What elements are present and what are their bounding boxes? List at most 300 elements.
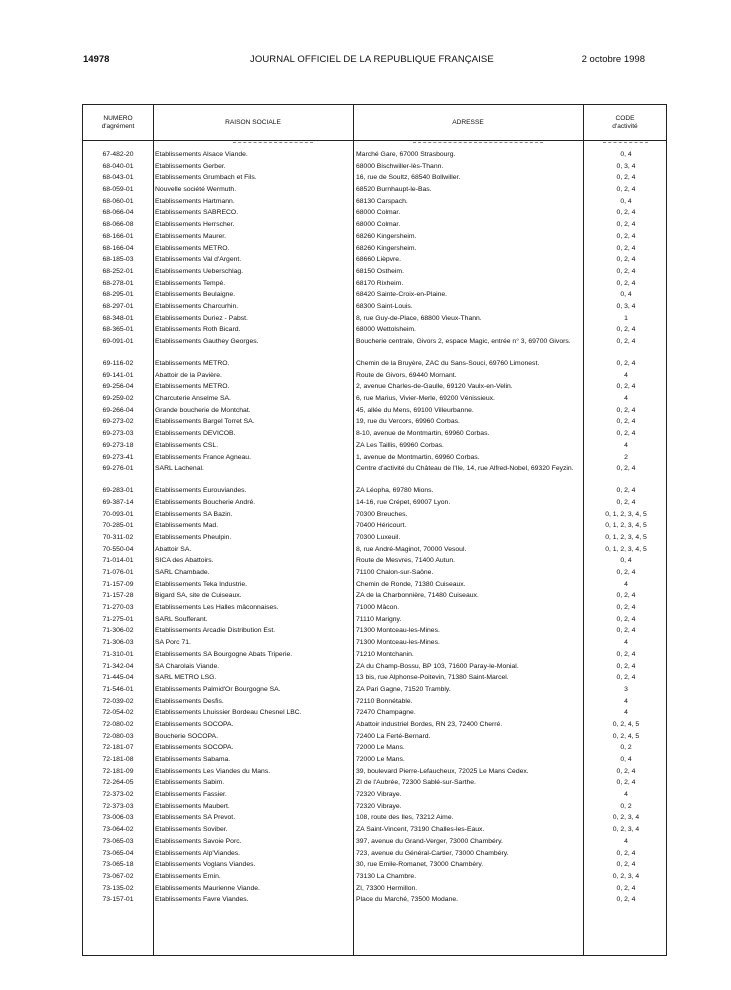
row-raison-sociale: Etablissements Grumbach et Fils. <box>155 174 257 182</box>
row-raison-sociale: SARL Chambade. <box>155 569 210 576</box>
row-adresse: ZA du Champ-Bossu, BP 103, 71600 Paray-le-Monial. <box>356 662 519 670</box>
row-number: 71-445-04 <box>102 674 134 682</box>
row-raison-sociale: Etablissements Ernin. <box>155 872 221 880</box>
table-row <box>83 649 666 661</box>
row-number: 71-342-04 <box>102 662 134 670</box>
table-row <box>83 661 666 673</box>
row-code-activite: 0, 2 <box>620 744 632 752</box>
row-code-activite: 0, 2, 4 <box>616 244 636 252</box>
row-number: 71-157-09 <box>102 580 134 588</box>
row-adresse: 71300 Montceau-les-Mines. <box>356 639 440 647</box>
table-row <box>83 637 666 649</box>
row-code-activite: 0, 2, 4 <box>616 767 636 775</box>
row-raison-sociale: Etablissements CSL. <box>155 441 219 449</box>
col-header-numero-line1: NUMERO <box>103 115 133 122</box>
row-raison-sociale: Etablissements Mad. <box>155 522 219 530</box>
row-raison-sociale: Etablissements Bargel Torret SA. <box>155 418 255 426</box>
row-code-activite: 0, 2, 4 <box>616 884 636 892</box>
table-row <box>83 254 666 266</box>
row-raison-sociale: Etablissements Tempé. <box>155 279 226 287</box>
row-raison-sociale: Etablissements Alp'Viandes. <box>155 849 241 857</box>
row-adresse: 397, avenue du Grand-Verger, 73000 Chambéry. <box>356 837 503 845</box>
table-row <box>83 754 666 766</box>
row-code-activite: 1 <box>624 314 628 322</box>
header-rule <box>83 140 666 141</box>
row-number: 68-348-01 <box>102 314 134 322</box>
row-adresse: 68000 Colmar. <box>356 221 401 229</box>
table-row <box>83 336 666 358</box>
row-code-activite: 4 <box>624 709 628 717</box>
table-row <box>83 777 666 789</box>
publication-date: 2 octobre 1998 <box>581 54 645 65</box>
row-raison-sociale: Etablissements Desfis. <box>155 697 224 705</box>
row-adresse: Marché Gare, 67000 Strasbourg. <box>356 151 456 158</box>
row-number: 69-273-41 <box>102 453 134 461</box>
row-number: 72-039-02 <box>102 697 134 705</box>
row-adresse: 68130 Carspach. <box>356 197 408 205</box>
row-raison-sociale: Etablissements SOCOPA. <box>155 744 234 752</box>
row-number: 69-141-01 <box>102 371 134 379</box>
row-adresse: 68260 Kingersheim. <box>356 232 417 240</box>
row-code-activite: 4 <box>624 580 628 588</box>
row-raison-sociale: Etablissements Les Viandes du Mans. <box>155 767 271 775</box>
table-row <box>83 231 666 243</box>
row-raison-sociale: Abattoir de la Pavière. <box>155 371 222 379</box>
table-row <box>83 219 666 231</box>
table-row <box>83 184 666 196</box>
row-code-activite: 0, 2, 4 <box>616 186 636 194</box>
row-number: 73-157-01 <box>102 896 134 904</box>
row-code-activite: 0, 2, 4 <box>616 221 636 229</box>
row-raison-sociale: Etablissements Maubert. <box>155 802 230 810</box>
row-raison-sociale: Etablissements Val d'Argent. <box>155 256 242 264</box>
row-code-activite: 0, 2, 4, 5 <box>612 732 640 740</box>
row-raison-sociale: Etablissements Herrscher. <box>155 221 235 229</box>
page-number: 14978 <box>83 54 110 65</box>
row-adresse: 71300 Montceau-les-Mines. <box>356 627 440 635</box>
row-number: 69-091-01 <box>102 338 134 345</box>
row-code-activite: 0, 2, 3, 4 <box>612 826 640 834</box>
table-row <box>83 520 666 532</box>
row-code-activite: 0, 2, 4 <box>616 487 636 495</box>
row-raison-sociale: SICA des Abattoirs. <box>155 557 214 565</box>
row-adresse: ZI de l'Aubrée, 72300 Sablé-sur-Sarthe. <box>356 779 476 787</box>
row-number: 67-482-20 <box>102 151 134 158</box>
row-number: 72-080-02 <box>102 720 134 728</box>
row-number: 71-306-02 <box>102 627 134 635</box>
row-number: 69-276-01 <box>102 465 134 473</box>
row-raison-sociale: Etablissements SABRECO. <box>155 209 239 217</box>
table-row <box>83 324 666 336</box>
table-row <box>83 278 666 290</box>
col-header-numero <box>83 105 153 140</box>
row-number: 69-273-18 <box>102 441 134 449</box>
row-number: 70-311-02 <box>102 533 134 541</box>
table-row <box>83 824 666 836</box>
row-number: 68-297-01 <box>102 302 134 310</box>
table-row <box>83 196 666 208</box>
row-adresse: 19, rue du Vercors, 69960 Corbas. <box>356 418 460 426</box>
table-row <box>83 859 666 871</box>
table-row <box>83 463 666 485</box>
row-adresse: 72320 Vibraye. <box>356 791 402 799</box>
row-code-activite: 0, 2, 3, 4 <box>612 814 640 822</box>
row-adresse: 72000 Le Mans. <box>356 756 405 763</box>
row-code-activite: 0, 2, 4 <box>616 430 636 438</box>
table-row <box>83 544 666 556</box>
table-row <box>83 590 666 602</box>
row-number: 71-546-01 <box>102 685 134 693</box>
row-adresse: 68420 Sainte-Croix-en-Plaine. <box>356 291 448 299</box>
row-code-activite: 0, 2, 4 <box>616 498 636 506</box>
row-adresse: 70400 Héricourt. <box>356 522 407 530</box>
row-code-activite: 0, 2, 4 <box>616 896 636 904</box>
row-number: 73-067-02 <box>102 872 134 880</box>
row-adresse: 14-16, rue Crépet, 69007 Lyon. <box>356 498 451 506</box>
row-raison-sociale: Etablissements Maurienne Viande. <box>155 884 260 892</box>
row-adresse: 13 bis, rue Alphonse-Poitevin, 71380 Saint-Marcel. <box>356 674 509 682</box>
row-raison-sociale: SA Charolais Viande. <box>155 662 220 670</box>
row-adresse: 68260 Kingersheim. <box>356 244 417 252</box>
row-raison-sociale: Etablissements Sabim. <box>155 779 225 787</box>
table-row <box>83 614 666 626</box>
row-raison-sociale: Nouvelle société Wermuth. <box>155 186 237 194</box>
col-header-code-line1: CODE <box>615 115 635 122</box>
table-row <box>83 789 666 801</box>
table-row <box>83 871 666 883</box>
row-number: 71-157-28 <box>102 592 134 600</box>
row-code-activite: 0, 3, 4 <box>616 162 636 170</box>
agrement-table <box>82 104 667 956</box>
col-header-code <box>583 105 667 140</box>
table-row <box>83 370 666 382</box>
row-code-activite: 0, 1, 2, 3, 4, 5 <box>605 533 647 541</box>
row-code-activite: 0, 2, 4 <box>616 861 636 869</box>
row-number: 73-065-04 <box>102 849 134 857</box>
row-adresse: 70300 Luxeuil. <box>356 533 401 541</box>
row-adresse: 71000 Mâcon. <box>356 604 400 612</box>
row-raison-sociale: Etablissements Favre Viandes. <box>155 896 249 904</box>
row-code-activite: 0, 2, 4 <box>616 338 636 345</box>
row-code-activite: 0, 4 <box>620 151 632 158</box>
row-raison-sociale: Etablissements Soviber. <box>155 826 228 834</box>
row-adresse: ZA Léopha, 69780 Mions. <box>356 487 434 495</box>
row-adresse: Chemin de la Bruyère, ZAC du Sans-Souci, 69760 Limonest. <box>356 360 540 367</box>
table-row <box>83 243 666 255</box>
table-row <box>83 428 666 440</box>
row-number: 71-306-03 <box>102 639 134 647</box>
row-adresse: 72320 Vibraye. <box>356 802 402 810</box>
row-code-activite: 0, 2 <box>620 802 632 810</box>
row-number: 68-278-01 <box>102 279 134 287</box>
row-adresse: 70300 Breuches. <box>356 510 408 518</box>
table-row <box>83 289 666 301</box>
row-code-activite: 0, 2, 4 <box>616 674 636 682</box>
row-adresse: 16, rue de Soultz, 68540 Bollwiller. <box>356 174 461 182</box>
row-raison-sociale: Etablissements Roth Bicard. <box>155 326 241 334</box>
row-raison-sociale: SARL Lachenal. <box>155 465 204 473</box>
row-adresse: 71110 Marigny. <box>356 615 402 623</box>
row-adresse: 1, avenue de Montmartin, 69960 Corbas. <box>356 453 480 461</box>
row-raison-sociale: Etablissements Duriez - Pabst. <box>155 314 248 322</box>
row-number: 69-256-04 <box>102 383 134 391</box>
row-code-activite: 4 <box>624 395 628 403</box>
row-code-activite: 0, 4 <box>620 557 632 565</box>
row-adresse: 68660 Lièpvre. <box>356 256 401 264</box>
table-row <box>83 625 666 637</box>
row-code-activite: 0, 2, 4 <box>616 326 636 334</box>
row-number: 68-040-01 <box>102 162 134 170</box>
row-number: 68-059-01 <box>102 186 134 194</box>
row-number: 69-283-01 <box>102 487 134 495</box>
row-adresse: 39, boulevard Pierre-Lefaucheux, 72025 Le Mans Cedex. <box>356 767 529 775</box>
dashed-rule <box>413 142 543 143</box>
row-adresse: 2, avenue Charles-de-Gaulle, 69120 Vaulx-en-Velin. <box>356 383 513 391</box>
row-adresse: 72470 Champagne. <box>356 709 416 717</box>
table-body <box>83 149 666 906</box>
row-adresse: 108, route des Iles, 73212 Aime. <box>356 814 454 822</box>
row-code-activite: 0, 4 <box>620 197 632 205</box>
row-adresse: 68150 Ostheim. <box>356 267 404 275</box>
row-adresse: 6, rue Marius, Vivier-Merle, 69200 Vénissieux. <box>356 395 495 403</box>
row-adresse: Place du Marché, 73500 Modane. <box>356 896 459 904</box>
table-row <box>83 301 666 313</box>
row-number: 72-054-02 <box>102 709 134 717</box>
row-raison-sociale: Etablissements Palmid'Or Bourgogne SA. <box>155 685 281 693</box>
table-row <box>83 602 666 614</box>
row-number: 68-185-03 <box>102 256 134 264</box>
row-adresse: 723, avenue du Général-Cartier, 73000 Chambéry. <box>356 849 509 857</box>
journal-title: JOURNAL OFFICIEL DE LA REPUBLIQUE FRANÇAISE <box>250 54 494 65</box>
row-number: 70-550-04 <box>102 545 134 553</box>
row-number: 69-259-02 <box>102 395 134 403</box>
row-code-activite: 0, 2, 4 <box>616 174 636 182</box>
row-adresse: 8, rue Guy-de-Place, 68800 Vieux-Thann. <box>356 314 482 322</box>
row-code-activite: 0, 2, 4 <box>616 383 636 391</box>
row-code-activite: 0, 2, 4 <box>616 650 636 658</box>
row-adresse: 72110 Bonnétable. <box>356 697 413 705</box>
row-number: 68-066-08 <box>102 221 134 229</box>
row-number: 73-135-02 <box>102 884 134 892</box>
row-adresse: 68300 Saint-Louis. <box>356 302 413 310</box>
table-row <box>83 149 666 161</box>
row-raison-sociale: Etablissements Sabama. <box>155 756 231 763</box>
row-raison-sociale: Etablissements DEVICOB. <box>155 430 236 438</box>
row-adresse: Boucherie centrale, Givors 2, espace Magic, entrée n° 3, 69700 Givors. <box>356 338 571 345</box>
row-code-activite: 0, 2, 4 <box>616 232 636 240</box>
row-adresse: 68000 Colmar. <box>356 209 401 217</box>
row-adresse: ZI, 73300 Hermillon. <box>356 884 418 892</box>
row-raison-sociale: Bigard SA, site de Cuiseaux. <box>155 592 242 600</box>
row-code-activite: 4 <box>624 639 628 647</box>
table-row <box>83 161 666 173</box>
table-row <box>83 405 666 417</box>
row-raison-sociale: Etablissements Teka Industrie. <box>155 580 248 588</box>
row-code-activite: 0, 2, 4 <box>616 267 636 275</box>
table-row <box>83 731 666 743</box>
row-raison-sociale: SARL Soufferant. <box>155 615 208 623</box>
row-adresse: 72400 La Ferté-Bernard. <box>356 732 431 740</box>
row-raison-sociale: Etablissements Alsace Viande. <box>155 151 248 158</box>
row-raison-sociale: Etablissements Arcadie Distribution Est. <box>155 627 276 635</box>
row-adresse: 30, rue Emile-Romanet, 73000 Chambéry. <box>356 861 484 869</box>
row-number: 73-064-02 <box>102 826 134 834</box>
table-row <box>83 567 666 579</box>
row-raison-sociale: Etablissements Lhuissier Bordeau Chesnel LBC. <box>155 709 302 717</box>
table-row <box>83 894 666 906</box>
row-number: 72-181-09 <box>102 767 134 775</box>
row-adresse: Route de Mesvres, 71400 Autun. <box>356 557 455 565</box>
row-number: 72-181-08 <box>102 756 134 763</box>
row-raison-sociale: Etablissements Les Halles mâconnaises. <box>155 604 279 612</box>
col-header-code-line2: d'activité <box>612 122 638 130</box>
row-code-activite: 0, 2, 4 <box>616 406 636 414</box>
row-adresse: 68000 Bischwiller-lès-Thann. <box>356 162 444 170</box>
row-raison-sociale: Etablissements SA Bourgogne Abats Triperie. <box>155 650 293 658</box>
row-adresse: Centre d'activité du Château de l'Ile, 14, rue Alfred-Nobel, 69320 Feyzin. <box>356 465 574 473</box>
row-code-activite: 4 <box>624 837 628 845</box>
table-row <box>83 485 666 497</box>
table-row <box>83 836 666 848</box>
table-row <box>83 766 666 778</box>
table-row <box>83 207 666 219</box>
row-code-activite: 2 <box>624 453 628 461</box>
row-adresse: 73130 La Chambre. <box>356 872 417 880</box>
row-raison-sociale: Etablissements METRO. <box>155 360 230 367</box>
row-raison-sociale: Etablissements Hartmann. <box>155 197 235 205</box>
row-code-activite: 4 <box>624 371 628 379</box>
row-code-activite: 0, 2, 4 <box>616 279 636 287</box>
table-row <box>83 497 666 509</box>
row-raison-sociale: SARL METRO LSG. <box>155 674 217 682</box>
row-adresse: ZA de la Charbonnière, 71480 Cuiseaux. <box>356 592 479 600</box>
table-row <box>83 707 666 719</box>
col-header-adresse <box>353 105 583 140</box>
row-number: 68-060-01 <box>102 197 134 205</box>
row-number: 69-387-14 <box>102 498 134 506</box>
row-number: 72-181-07 <box>102 744 134 752</box>
row-raison-sociale: Abattoir SA. <box>155 545 192 553</box>
table-row <box>83 555 666 567</box>
row-number: 69-116-02 <box>102 360 134 367</box>
row-raison-sociale: Etablissements METRO. <box>155 383 230 391</box>
row-adresse: 68000 Wettolsheim. <box>356 326 416 334</box>
row-number: 71-270-03 <box>102 604 134 612</box>
row-adresse: Route de Givors, 69440 Mornant. <box>356 371 457 379</box>
row-code-activite: 0, 2, 4 <box>616 569 636 576</box>
table-row <box>83 579 666 591</box>
row-adresse: 71210 Montchanin. <box>356 650 414 658</box>
row-code-activite: 0, 2, 4 <box>616 779 636 787</box>
table-row <box>83 672 666 684</box>
row-number: 72-080-03 <box>102 732 134 740</box>
row-raison-sociale: Etablissements Ueberschlag. <box>155 267 244 275</box>
col-header-numero-line2: d'agrément <box>101 122 135 130</box>
row-number: 68-295-01 <box>102 291 134 299</box>
row-adresse: ZA Saint-Vincent, 73190 Challes-les-Eaux. <box>356 826 485 834</box>
row-raison-sociale: Etablissements Beulaigne. <box>155 291 236 299</box>
row-number: 71-014-01 <box>102 557 134 565</box>
row-adresse: ZA Pari Gagne, 71520 Trambly. <box>356 685 451 693</box>
row-number: 73-065-03 <box>102 837 134 845</box>
row-code-activite: 0, 2, 4 <box>616 592 636 600</box>
row-code-activite: 0, 3, 4 <box>616 302 636 310</box>
row-adresse: Abattoir industriel Bordes, RN 23, 72400 Cherré. <box>356 720 503 728</box>
row-code-activite: 0, 2, 4 <box>616 615 636 623</box>
row-code-activite: 0, 2, 4, 5 <box>612 720 640 728</box>
table-row <box>83 416 666 428</box>
row-code-activite: 0, 2, 4 <box>616 465 636 473</box>
table-row <box>83 801 666 813</box>
table-row <box>83 532 666 544</box>
row-raison-sociale: Etablissements Fassier. <box>155 791 227 799</box>
row-number: 73-065-18 <box>102 861 134 869</box>
row-raison-sociale: Etablissements Eurouviandes. <box>155 487 247 495</box>
row-code-activite: 4 <box>624 441 628 449</box>
row-raison-sociale: Etablissements SA Prevot. <box>155 814 236 822</box>
table-row <box>83 812 666 824</box>
row-number: 72-373-03 <box>102 802 134 810</box>
table-row <box>83 358 666 370</box>
row-number: 71-076-01 <box>102 569 134 576</box>
row-adresse: ZA Les Taillis, 69960 Corbas. <box>356 441 444 449</box>
row-code-activite: 0, 2, 4 <box>616 209 636 217</box>
row-number: 70-285-01 <box>102 522 134 530</box>
table-row <box>83 719 666 731</box>
row-code-activite: 3 <box>624 685 628 693</box>
table-row <box>83 848 666 860</box>
dashed-rule <box>233 142 313 143</box>
table-row <box>83 440 666 452</box>
row-number: 72-373-02 <box>102 791 134 799</box>
row-code-activite: 0, 2, 4 <box>616 627 636 635</box>
table-row <box>83 883 666 895</box>
col-header-raison-label: RAISON SOCIALE <box>225 118 281 126</box>
row-number: 70-093-01 <box>102 510 134 518</box>
row-raison-sociale: Etablissements SA Bazin. <box>155 510 233 518</box>
table-row <box>83 742 666 754</box>
row-raison-sociale: Etablissements METRO. <box>155 244 230 252</box>
row-code-activite: 0, 1, 2, 3, 4, 5 <box>605 545 647 553</box>
col-header-adresse-label: ADRESSE <box>452 118 484 126</box>
table-row <box>83 509 666 521</box>
row-number: 68-365-01 <box>102 326 134 334</box>
row-adresse: 8, rue André-Maginot, 70000 Vesoul. <box>356 545 467 553</box>
row-number: 71-310-01 <box>102 650 134 658</box>
row-raison-sociale: Etablissements Charcurhin. <box>155 302 239 310</box>
table-row <box>83 684 666 696</box>
row-adresse: Chemin de Ronde, 71380 Cuiseaux. <box>356 580 466 588</box>
row-code-activite: 0, 2, 3, 4 <box>612 872 640 880</box>
table-row <box>83 452 666 464</box>
table-row <box>83 172 666 184</box>
row-code-activite: 0, 2, 4 <box>616 849 636 857</box>
dashed-rule <box>603 142 648 143</box>
row-number: 68-043-01 <box>102 174 134 182</box>
row-raison-sociale: Etablissements Pheulpin. <box>155 533 232 541</box>
row-number: 68-166-04 <box>102 244 134 252</box>
row-adresse: 68520 Burnhaupt-le-Bas. <box>356 186 432 194</box>
row-raison-sociale: Boucherie SOCOPA. <box>155 732 218 740</box>
row-code-activite: 0, 4 <box>620 756 632 763</box>
row-raison-sociale: Grande boucherie de Montchat. <box>155 406 251 414</box>
row-number: 68-066-04 <box>102 209 134 217</box>
row-adresse: 8-10, avenue de Montmartin, 69960 Corbas. <box>356 430 490 438</box>
row-number: 69-273-03 <box>102 430 134 438</box>
row-code-activite: 0, 1, 2, 3, 4, 5 <box>605 522 647 530</box>
row-number: 69-273-02 <box>102 418 134 426</box>
row-adresse: 71100 Chalon-sur-Saône. <box>356 569 434 576</box>
